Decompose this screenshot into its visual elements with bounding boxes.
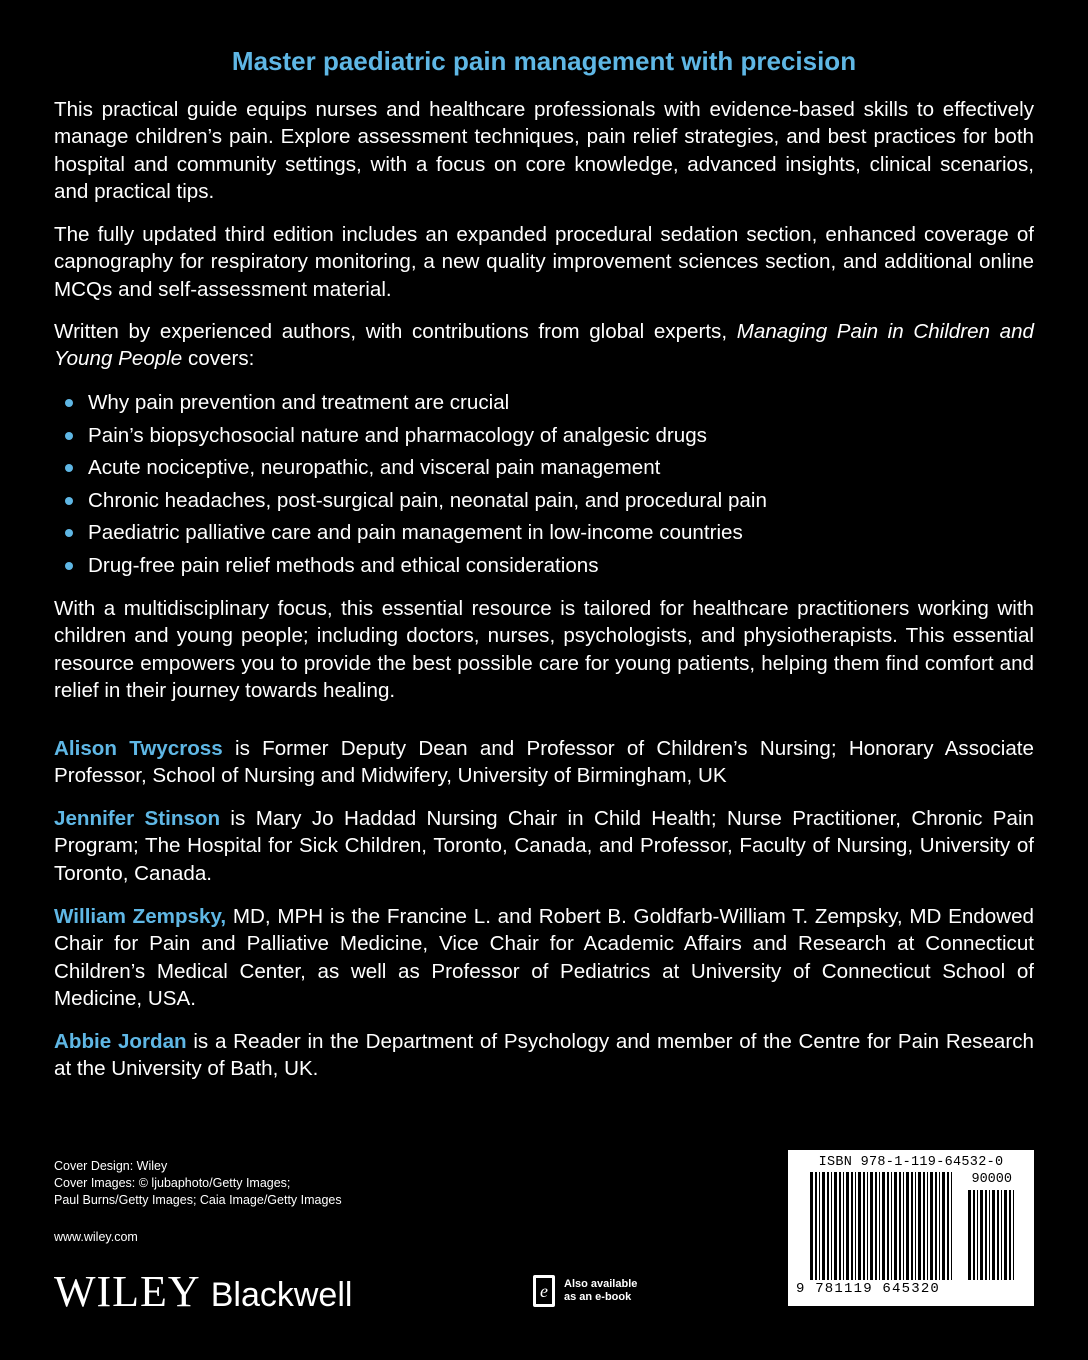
barcode-bar	[855, 1172, 856, 1280]
barcode-bar	[822, 1172, 825, 1280]
barcode-bar	[923, 1172, 925, 1280]
author-description: is a Reader in the Department of Psychology and member of the Centre for Pain Research at the University of Bath, UK.	[54, 1030, 1034, 1081]
barcode-bar	[935, 1172, 937, 1280]
barcode-bar	[815, 1172, 817, 1280]
svg-text:e: e	[540, 1281, 548, 1301]
barcode-bar	[887, 1172, 889, 1280]
list-item-text: Why pain prevention and treatment are crucial	[88, 391, 510, 414]
barcode-bar	[911, 1172, 913, 1280]
barcode-addon-bars-icon	[968, 1190, 1014, 1280]
author-bio	[54, 903, 1034, 1012]
logo-blackwell-text: Blackwell	[210, 1276, 353, 1314]
bullet-icon	[65, 497, 73, 505]
list-item-text: Chronic headaches, post-surgical pain, neonatal pain, and procedural pain	[88, 488, 767, 512]
author-description: is Mary Jo Haddad Nursing Chair in Child Health; Nurse Practitioner, Chronic Pain Program; The Hospital for Sick Children, Toronto, Canada, and Professor, Faculty of Nursing, University of Toronto, Canada.	[54, 807, 1035, 885]
author-name: Alison Twycross	[54, 737, 223, 760]
list-item	[54, 389, 1034, 422]
barcode-bar	[882, 1172, 885, 1280]
barcode-bar	[827, 1172, 829, 1280]
ebook-line: as an e-book	[564, 1291, 632, 1303]
ebook-text	[564, 1278, 637, 1304]
barcode-bar	[989, 1190, 990, 1280]
edition-paragraph: The fully updated third edition includes an expanded procedural sedation section, enhanced coverage of capnography for respiratory monitoring, a new quality improvement sciences section, and additional online MCQs and self-assessment material.	[54, 223, 1034, 301]
barcode-number: 9 781119 645320	[796, 1281, 941, 1297]
list-item	[54, 487, 1034, 520]
barcode-bar	[992, 1190, 995, 1280]
page-title: Master paediatric pain management with precision	[231, 46, 857, 76]
cover-credits	[54, 1158, 342, 1209]
isbn-text: ISBN 978-1-119-64532-0	[818, 1155, 1004, 1170]
author-name: Jennifer Stinson	[54, 807, 221, 830]
barcode-bar	[973, 1190, 975, 1280]
author-description: is Former Deputy Dean and Professor of Children’s Nursing; Honorary Associate Professor, School of Nursing and Midwifery, University of Birmingham, UK	[54, 737, 1034, 788]
barcode-bar	[879, 1172, 880, 1280]
barcode-bar	[867, 1172, 868, 1280]
barcode-bar	[968, 1190, 971, 1280]
list-item	[54, 519, 1034, 552]
barcode-bar	[810, 1172, 813, 1280]
barcode-bar	[831, 1172, 832, 1280]
covers-paragraph	[54, 318, 1034, 373]
list-item-text: Acute nociceptive, neuropathic, and visceral pain management	[88, 456, 661, 480]
bullet-icon	[65, 529, 73, 537]
barcode-bar	[894, 1172, 897, 1280]
barcode-bar	[858, 1172, 861, 1280]
barcode-bar	[819, 1172, 820, 1280]
author-bio	[54, 1028, 1034, 1083]
intro-paragraph: This practical guide equips nurses and healthcare professionals with evidence-based skills to effectively manage children’s pain. Explore assessment techniques, pain relief strategies, and best practices for both hospital and community settings, with a focus on core knowledge, advanced insights, clinical scenarios, and practical tips.	[54, 98, 1034, 203]
barcode-bar	[985, 1190, 987, 1280]
price-addon: 90000	[971, 1172, 1012, 1187]
barcode-bar	[939, 1172, 940, 1280]
barcode-bar	[875, 1172, 877, 1280]
barcode-bar	[903, 1172, 904, 1280]
barcode-bar	[930, 1172, 933, 1280]
barcode-bar	[915, 1172, 916, 1280]
publisher-url[interactable]: www.wiley.com	[54, 1230, 138, 1244]
list-item-text: Pain’s biopsychosocial nature and pharmacology of analgesic drugs	[88, 423, 707, 447]
barcode-bar	[980, 1190, 983, 1280]
barcode-bar	[863, 1172, 865, 1280]
covers-text-start: Written by experienced authors, with contributions from global experts,	[54, 320, 737, 343]
barcode-bar	[997, 1190, 999, 1280]
book-title: Managing Pain in Children and Young People	[54, 320, 1035, 371]
list-item-text: Drug-free pain relief methods and ethical considerations	[88, 553, 599, 577]
barcode-bar	[891, 1172, 892, 1280]
covers-text-end: covers:	[182, 347, 255, 371]
barcode-bars-icon	[810, 1172, 956, 1280]
ebook-notice	[532, 1274, 682, 1314]
barcode-bar	[870, 1172, 873, 1280]
list-item-text: Paediatric palliative care and pain management in low-income countries	[88, 521, 743, 545]
ebook-line: Also available	[564, 1278, 638, 1290]
barcode-bar	[839, 1172, 841, 1280]
bullet-icon	[65, 399, 73, 407]
topics-list	[54, 389, 1034, 585]
barcode-bar	[951, 1172, 952, 1280]
barcode-bar	[1009, 1190, 1011, 1280]
author-name: Abbie Jordan	[54, 1030, 187, 1053]
list-item	[54, 552, 1034, 585]
barcode-bar	[1001, 1190, 1002, 1280]
credit-line: Cover Images: © ljubaphoto/Getty Images;	[54, 1176, 291, 1190]
author-name: William Zempsky,	[54, 905, 227, 928]
barcode-bar	[843, 1172, 844, 1280]
bullet-icon	[65, 432, 73, 440]
barcode-bar	[851, 1172, 853, 1280]
barcode-bar	[977, 1190, 978, 1280]
bullet-icon	[65, 464, 73, 472]
credit-line: Cover Design: Wiley	[54, 1159, 168, 1173]
bullet-icon	[65, 562, 73, 570]
isbn-barcode	[788, 1150, 1034, 1306]
author-description: MD, MPH is the Francine L. and Robert B. Goldfarb-William T. Zempsky, MD Endowed Chair for Pain and Palliative Medicine, Vice Chair for Academic Affairs and Research at Connecticut Children’s Medical Center, as well as Professor of Pediatrics at University of Connecticut School of Medicine, USA.	[54, 905, 1034, 1010]
credit-line: Paul Burns/Getty Images; Caia Image/Getty Images	[54, 1193, 342, 1207]
wiley-blackwell-logo	[54, 1266, 352, 1316]
barcode-bar	[834, 1172, 837, 1280]
list-item	[54, 454, 1034, 487]
list-item	[54, 422, 1034, 455]
barcode-bar	[846, 1172, 849, 1280]
barcode-bar	[918, 1172, 921, 1280]
logo-wiley-text: WILEY	[54, 1267, 201, 1316]
barcode-bar	[906, 1172, 909, 1280]
author-bio	[54, 805, 1034, 887]
barcode-bar	[899, 1172, 901, 1280]
barcode-bar	[942, 1172, 945, 1280]
barcode-bar	[947, 1172, 949, 1280]
author-bio	[54, 735, 1034, 790]
barcode-bar	[927, 1172, 928, 1280]
barcode-bar	[1004, 1190, 1007, 1280]
barcode-bar	[1013, 1190, 1014, 1280]
ebook-icon	[532, 1274, 556, 1308]
audience-paragraph: With a multidisciplinary focus, this essential resource is tailored for healthcare practitioners working with children and young people; including doctors, nurses, psychologists, and physiotherapists. This essential resource empowers you to provide the best possible care for young patients, helping them find comfort and relief in their journey towards healing.	[54, 597, 1034, 702]
